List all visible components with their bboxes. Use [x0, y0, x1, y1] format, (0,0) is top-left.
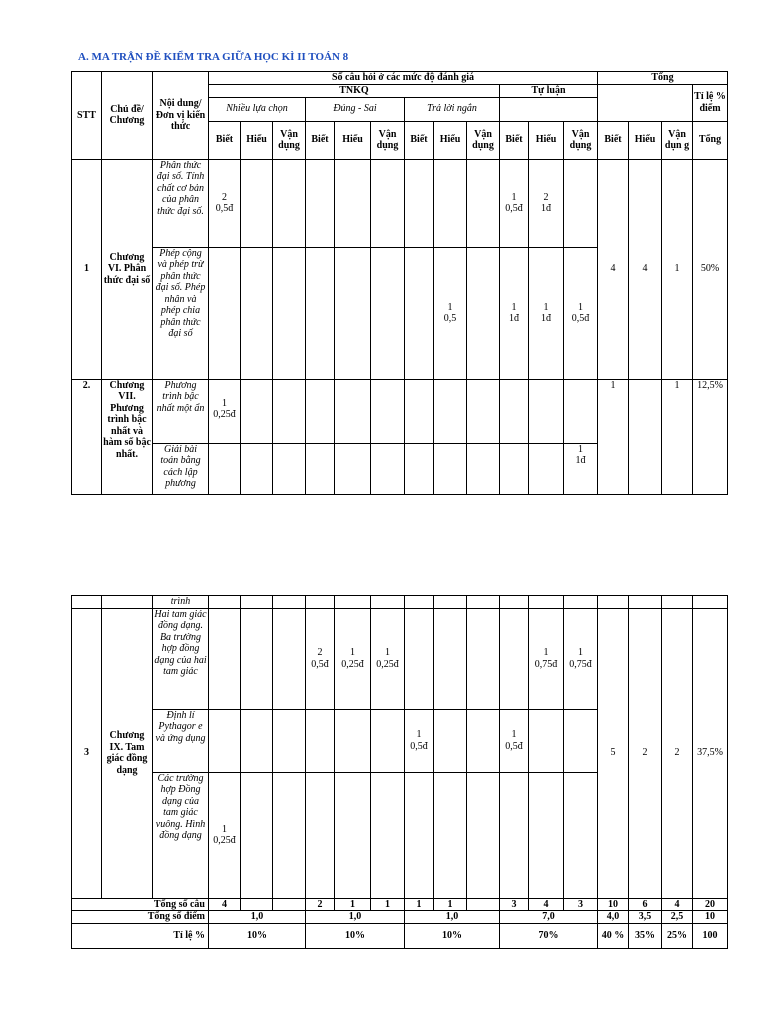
header-van-dung: Vận dụng	[467, 121, 500, 159]
header-tu-luan-blank	[500, 97, 598, 121]
value-cell	[241, 608, 273, 709]
value-cell	[564, 772, 598, 898]
value-cell	[335, 247, 371, 379]
value-cell	[434, 159, 467, 247]
table-row	[72, 379, 728, 443]
summary-group-cell: 10%	[306, 923, 405, 948]
value-cell	[434, 443, 467, 494]
value-cell	[564, 709, 598, 772]
summary-group-cell: 10%	[405, 923, 500, 948]
value-cell	[405, 247, 434, 379]
header-topic: Chủ đề/ Chương	[102, 72, 153, 160]
table-row	[72, 596, 728, 609]
value-cell	[500, 608, 529, 709]
value-cell	[405, 443, 434, 494]
summary-cell: 4	[529, 898, 564, 911]
chapter-name: Chương IX. Tam giác đồng dạng	[102, 608, 153, 898]
summary-cell: 3	[500, 898, 529, 911]
value-cell	[529, 772, 564, 898]
summary-cell: 20	[693, 898, 728, 911]
value-cell	[564, 379, 598, 443]
value-cell: 1 0,5đ	[500, 159, 529, 247]
value-cell: 1 0,5đ	[405, 709, 434, 772]
value-cell	[467, 709, 500, 772]
summary-cell: 1	[405, 898, 434, 911]
value-cell	[500, 772, 529, 898]
value-cell: 1 0,25đ	[209, 772, 241, 898]
summary-cell: 25%	[662, 923, 693, 948]
value-cell	[405, 608, 434, 709]
header-multiple-choice: Nhiều lựa chọn	[209, 97, 306, 121]
summary-cell: 40 %	[598, 923, 629, 948]
value-cell	[209, 443, 241, 494]
chapter-name: Chương VI. Phân thức đại số	[102, 159, 153, 379]
summary-group-cell: 1,0	[209, 911, 306, 924]
value-cell	[335, 443, 371, 494]
header-biet: Biết	[500, 121, 529, 159]
content-cell: Hai tam giác đồng dạng. Ba trường hợp đồng dạng của hai tam giác	[153, 608, 209, 709]
value-cell	[467, 772, 500, 898]
value-cell	[529, 379, 564, 443]
value-cell: 1 0,75đ	[529, 608, 564, 709]
summary-cell: 2	[306, 898, 335, 911]
value-cell: 1 0,25đ	[209, 379, 241, 443]
value-cell	[273, 443, 306, 494]
value-cell	[306, 247, 335, 379]
value-cell	[209, 247, 241, 379]
header-content: Nội dung/ Đơn vị kiến thức	[153, 72, 209, 160]
value-cell	[273, 608, 306, 709]
summary-cell: 1	[371, 898, 405, 911]
header-van-dung: Vận dụng	[564, 121, 598, 159]
summary-row-ratio	[72, 923, 728, 948]
content-cell: Các trường hợp Đồng dạng của tam giác vuông. Hình đồng dạng	[153, 772, 209, 898]
summary-cell: 2,5	[662, 911, 693, 924]
summary-group-cell: 10%	[209, 923, 306, 948]
value-cell	[371, 709, 405, 772]
value-cell	[335, 772, 371, 898]
value-cell: 1 0,5	[434, 247, 467, 379]
value-cell	[241, 379, 273, 443]
header-tong: Tổng	[693, 121, 728, 159]
summary-label: Tổng số câu	[72, 898, 209, 911]
value-cell	[209, 709, 241, 772]
header-hieu: Hiểu	[629, 121, 662, 159]
summary-cell: 6	[629, 898, 662, 911]
chapter-stt: 1	[72, 159, 102, 379]
value-cell	[467, 608, 500, 709]
value-cell: 1 0,5đ	[500, 709, 529, 772]
value-cell	[209, 608, 241, 709]
chapter-name: Chương VII. Phương trình bậc nhất và hàm số bậc nhất.	[102, 379, 153, 494]
summary-cell: 3,5	[629, 911, 662, 924]
value-cell	[241, 443, 273, 494]
summary-group-cell: 7,0	[500, 911, 598, 924]
header-biet: Biết	[209, 121, 241, 159]
header-hieu: Hiểu	[335, 121, 371, 159]
value-cell	[306, 443, 335, 494]
table-row	[72, 159, 728, 247]
summary-cell	[467, 898, 500, 911]
total-ratio: 37,5%	[693, 608, 728, 898]
value-cell	[529, 709, 564, 772]
value-cell	[273, 379, 306, 443]
value-cell	[434, 772, 467, 898]
value-cell	[241, 159, 273, 247]
value-cell: 1 1đ	[500, 247, 529, 379]
value-cell	[500, 379, 529, 443]
summary-cell: 4,0	[598, 911, 629, 924]
summary-cell	[241, 898, 273, 911]
value-cell	[273, 247, 306, 379]
value-cell	[273, 709, 306, 772]
matrix-table-page-1	[71, 71, 728, 495]
value-cell	[371, 379, 405, 443]
table-row	[72, 608, 728, 709]
value-cell	[371, 247, 405, 379]
total-biet: 4	[598, 159, 629, 379]
summary-cell: 10	[598, 898, 629, 911]
summary-group-cell: 1,0	[306, 911, 405, 924]
content-cell: Phương trình bậc nhất một ẩn	[153, 379, 209, 443]
summary-cell: 35%	[629, 923, 662, 948]
summary-cell: 3	[564, 898, 598, 911]
value-cell	[500, 443, 529, 494]
total-hieu: 2	[629, 608, 662, 898]
value-cell	[405, 159, 434, 247]
header-stt: STT	[72, 72, 102, 160]
summary-row-questions	[72, 898, 728, 911]
value-cell: 1 0,25đ	[335, 608, 371, 709]
header-biet: Biết	[405, 121, 434, 159]
value-cell	[241, 709, 273, 772]
summary-cell: 100	[693, 923, 728, 948]
value-cell	[405, 772, 434, 898]
value-cell	[306, 772, 335, 898]
header-biet: Biết	[306, 121, 335, 159]
value-cell: 2 0,5đ	[306, 608, 335, 709]
total-ratio: 12,5%	[693, 379, 728, 494]
header-tnkq: TNKQ	[209, 85, 500, 98]
header-van-dung: Vận dụng	[273, 121, 306, 159]
header-hieu: Hiểu	[434, 121, 467, 159]
value-cell: 1 0,75đ	[564, 608, 598, 709]
content-cell: Giải bài toán bằng cách lập phương	[153, 443, 209, 494]
summary-label: Tỉ lệ %	[72, 923, 209, 948]
summary-cell: 4	[209, 898, 241, 911]
value-cell	[335, 709, 371, 772]
summary-cell: 10	[693, 911, 728, 924]
total-hieu: 4	[629, 159, 662, 379]
total-van-dung: 2	[662, 608, 693, 898]
value-cell	[273, 159, 306, 247]
matrix-table-page-2	[71, 595, 728, 949]
value-cell	[434, 379, 467, 443]
value-cell: 1 1đ	[529, 247, 564, 379]
total-ratio: 50%	[693, 159, 728, 379]
summary-label: Tổng số điểm	[72, 911, 209, 924]
header-tu-luan: Tự luận	[500, 85, 598, 98]
value-cell	[241, 247, 273, 379]
value-cell	[434, 709, 467, 772]
summary-cell: 1	[434, 898, 467, 911]
content-cell: Phép cộng và phép trừ phân thức đại số. Phép nhân và phép chia phân thức đại số	[153, 247, 209, 379]
header-levels: Số câu hỏi ở các mức độ đánh giá	[209, 72, 598, 85]
value-cell	[405, 379, 434, 443]
value-cell	[564, 159, 598, 247]
header-total-blank	[598, 85, 693, 122]
value-cell	[371, 772, 405, 898]
total-biet: 5	[598, 608, 629, 898]
total-van-dung: 1	[662, 379, 693, 494]
total-hieu	[629, 379, 662, 494]
value-cell	[434, 608, 467, 709]
value-cell: 1 0,25đ	[371, 608, 405, 709]
value-cell	[467, 247, 500, 379]
summary-row-points	[72, 911, 728, 924]
value-cell	[529, 443, 564, 494]
header-hieu: Hiểu	[529, 121, 564, 159]
total-van-dung: 1	[662, 159, 693, 379]
chapter-stt: 3	[72, 608, 102, 898]
header-true-false: Đúng - Sai	[306, 97, 405, 121]
page-title: A. MA TRẬN ĐỀ KIỂM TRA GIỮA HỌC KÌ II TOÁN 8	[78, 51, 349, 63]
content-cell: Định lí Pythagor e và ứng dụng	[153, 709, 209, 772]
value-cell: 1 0,5đ	[564, 247, 598, 379]
value-cell	[371, 159, 405, 247]
header-short-answer: Trả lời ngắn	[405, 97, 500, 121]
header-total: Tổng	[598, 72, 728, 85]
value-cell	[371, 443, 405, 494]
value-cell	[335, 159, 371, 247]
header-van-dung-narrow: Vận dụn g	[662, 121, 693, 159]
value-cell: 2 0,5đ	[209, 159, 241, 247]
summary-group-cell: 70%	[500, 923, 598, 948]
chapter-stt: 2.	[72, 379, 102, 494]
value-cell	[306, 379, 335, 443]
header-ratio: Tỉ lệ % điểm	[693, 85, 728, 122]
content-continuation: trình	[153, 596, 209, 609]
value-cell: 1 1đ	[564, 443, 598, 494]
header-van-dung: Vận dụng	[371, 121, 405, 159]
summary-cell: 1	[335, 898, 371, 911]
summary-group-cell: 1,0	[405, 911, 500, 924]
summary-cell: 4	[662, 898, 693, 911]
value-cell	[241, 772, 273, 898]
value-cell	[306, 709, 335, 772]
value-cell	[467, 443, 500, 494]
value-cell	[335, 379, 371, 443]
summary-cell	[273, 898, 306, 911]
value-cell	[467, 379, 500, 443]
value-cell	[467, 159, 500, 247]
value-cell	[273, 772, 306, 898]
total-biet: 1	[598, 379, 629, 494]
header-biet: Biết	[598, 121, 629, 159]
value-cell	[306, 159, 335, 247]
value-cell: 2 1đ	[529, 159, 564, 247]
content-cell: Phân thức đại số. Tính chất cơ bản của phân thức đại số.	[153, 159, 209, 247]
header-hieu: Hiểu	[241, 121, 273, 159]
